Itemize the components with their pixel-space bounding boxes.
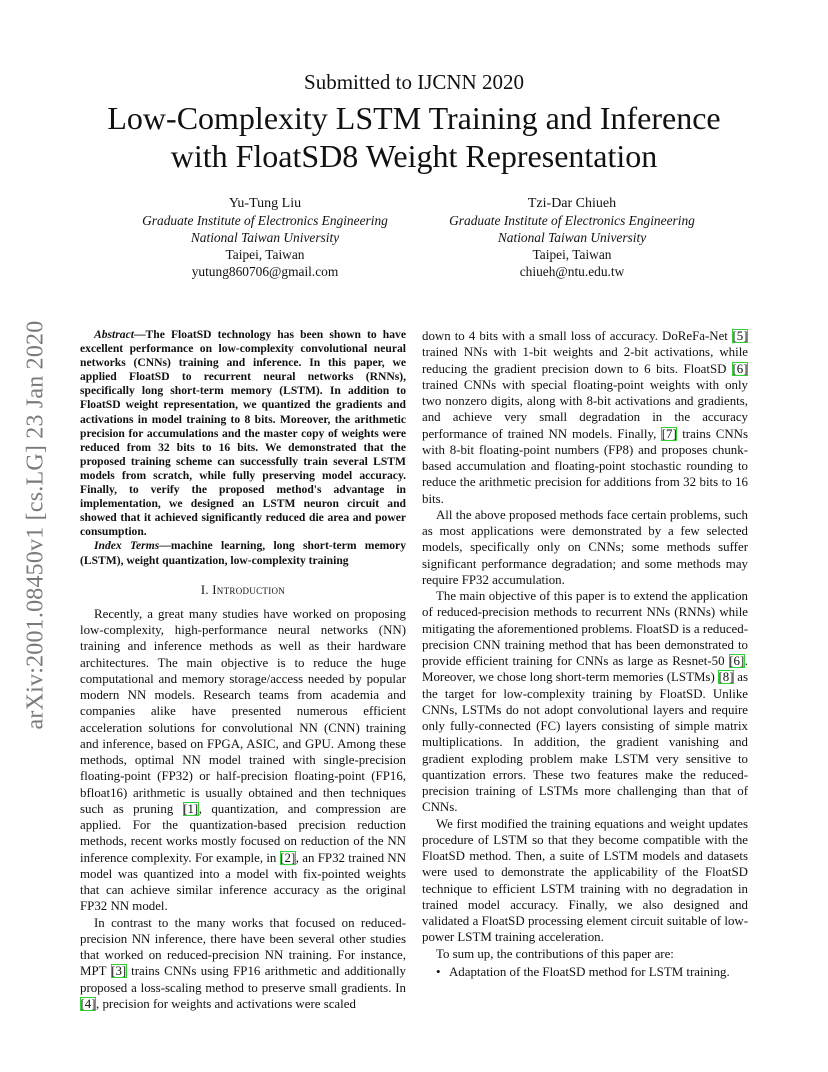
intro-paragraph-2-continued (422, 328, 748, 507)
right-column (422, 328, 748, 980)
paper-title (60, 99, 768, 175)
author-name: Yu-Tung Liu (228, 196, 302, 211)
paper-title-line-2: with FloatSD8 Weight Representation (170, 138, 658, 174)
intro-paragraph-2 (80, 915, 406, 1013)
paragraph-text: In contrast to the many works that focused on reduced-precision NN inference, there have been several other studies that worked on reduced-precision NN training. For instance, MPT (80, 915, 406, 979)
index-terms-label: Index Terms (94, 539, 160, 553)
paragraph-text: , quantization, and compression are applied. For the quantization-based precision reduction methods, recent works mostly focused on reduction of the NN inference complexity. For example, in (80, 801, 407, 865)
abstract (80, 328, 406, 539)
author-block-1 (100, 195, 430, 280)
paragraph-text: trained NNs with 1-bit weights and 2-bit activations, while reducing the gradient precision down to 6 bits. FloatSD (422, 345, 748, 376)
abstract-text: —The FloatSD technology has been shown to have excellent performance on low-complexity convolutional neural networks (CNNs) training and inference. In this paper, we applied FloatSD to recurrent neural networks (RNNs), specifically long short-term memory (LSTM). In addition to FloatSD weight representation, we quantized the gradients and activations in model training to 8 bits. Moreover, the arithmetic precision for accumulations and the master copy of weights were reduced from 32 bits to 16 bits. We demonstrated that the proposed training scheme can successfully train several LSTM models from scratch, while fully preserving model accuracy. Finally, to verify the proposed method's advantage in implementation, we designed an LSTM neuron circuit and showed that it achieved significantly reduced die area and power consumption. (80, 328, 406, 539)
paragraph-text: Recently, a great many studies have worked on proposing low-complexity, high-performance neural networks (NN) training and inference methods as well as their hardware architectures. The main objective is to reduce the huge computational and memory storage/access needed by popular modern NN models. Research teams from academia and companies alike have presented numerous efficient acceleration solutions for convolutional NN (CNN) training and inference, based on FPGA, ASIC, and GPU. Among these methods, optimal NN model trained with single-precision floating-point (FP32) or half-precision floating-point (FP16, bfloat16) arithmetic is usually obtained and then techniques such as pruning (80, 606, 406, 816)
author-block-2 (407, 195, 737, 280)
index-terms-text: —machine learning, long short-term memory (LSTM), weight quantization, low-complexity training (80, 539, 406, 567)
citation-link[interactable]: [2] (280, 850, 296, 865)
citation-link[interactable]: [1] (183, 801, 199, 816)
author-department: Graduate Institute of Electronics Engineering (142, 213, 388, 228)
author-university: National Taiwan University (497, 230, 647, 245)
abstract-label: Abstract (94, 328, 134, 341)
venue-line: Submitted to IJCNN 2020 (304, 70, 524, 94)
intro-paragraph-3: All the above proposed methods face certain problems, such as most applications were demonstrated by a few selected models, specifically only on CNNs; some methods suffer significant performance degradation; and some methods may require FP32 accumulation. (422, 507, 748, 587)
arxiv-identifier-text: arXiv:2001.08450v1 [cs.LG] 23 Jan 2020 (22, 320, 49, 730)
intro-paragraph-4 (422, 588, 748, 816)
section-title: Introduction (212, 582, 286, 597)
paragraph-text: . Moreover, we chose long short-term memories (LSTMs) (422, 654, 748, 685)
author-city: Taipei, Taiwan (532, 247, 612, 262)
citation-link[interactable]: [3] (111, 964, 127, 979)
author-city: Taipei, Taiwan (225, 247, 305, 262)
intro-paragraph-6: To sum up, the contributions of this paper are: (436, 946, 674, 961)
paragraph-text: The main objective of this paper is to extend the application of reduced-precision methods to recurrent NNs (RNNs) while mitigating the aforementioned problems. FloatSD is a reduced-precision CNN training method that has been demonstrated to provide efficient training for CNNs as large as Resnet-50 (422, 589, 748, 668)
bullet-marker: • (436, 964, 441, 979)
arxiv-identifier-stamp (16, 290, 56, 760)
contribution-text: Adaptation of the FloatSD method for LSTM training. (449, 964, 730, 979)
paragraph-text: , precision for weights and activations were scaled (96, 996, 356, 1011)
paper-title-line-1: Low-Complexity LSTM Training and Inference (107, 100, 721, 136)
citation-link[interactable]: [8] (718, 670, 734, 685)
index-terms (80, 539, 406, 567)
intro-paragraph-1 (80, 606, 406, 915)
citation-link[interactable]: [7] (661, 426, 677, 441)
citation-link[interactable]: [4] (80, 996, 96, 1011)
paragraph-text: trains CNNs using FP16 arithmetic and additionally proposed a loss-scaling method to preserve small gradients. In (80, 964, 406, 995)
section-number: I. (200, 582, 213, 597)
left-column (80, 328, 406, 1012)
paragraph-text: as the target for low-complexity training by FloatSD. Unlike CNNs, LSTMs do not adopt convolutional layers and require only fully-connected (FC) layers consisting of simple matrix multiplications. In addition, the gradient vanishing and gradient exploding problem make LSTM very sensitive to quantization errors. These two features make the reduced-precision training of LSTMs more challenging than that of CNNs. (422, 670, 748, 815)
contributions-list (422, 964, 748, 980)
paragraph-text: , an FP32 trained NN model was quantized into a model with fix-pointed weights that can achieve similar inference accuracy as the original FP32 NN model. (80, 850, 406, 914)
citation-link[interactable]: [5] (732, 329, 748, 343)
paragraph-text: down to 4 bits with a small loss of accuracy. DoReFa-Net (422, 329, 732, 343)
author-name: Tzi-Dar Chiueh (527, 196, 617, 211)
citation-link[interactable]: [6] (732, 361, 748, 376)
citation-link[interactable]: [6] (729, 654, 745, 668)
author-email: yutung860706@gmail.com (191, 264, 339, 279)
paragraph-text: trained CNNs with special floating-point weights with only two nonzero digits, along with 8-bit activations and gradients, and achieve very small degradation in the accuracy performance of trained NN models. Finally, (422, 377, 748, 441)
author-email: chiueh@ntu.edu.tw (519, 264, 625, 279)
author-university: National Taiwan University (190, 230, 340, 245)
section-heading-introduction (80, 582, 406, 598)
author-department: Graduate Institute of Electronics Engineering (449, 213, 695, 228)
contribution-item (436, 964, 748, 980)
paragraph-text: trains CNNs with 8-bit floating-point numbers (FP8) and proposes chunk-based accumulation and floating-point stochastic rounding to reduce the arithmetic precision for additions from 32 bits to 16 bits. (422, 426, 748, 506)
intro-paragraph-5: We first modified the training equations and weight updates procedure of LSTM so that they become compatible with the FloatSD method. Then, a suite of LSTM models and datasets were used to demonstrate the applicability of the FloatSD technique to efficient LSTM training with no degradation in trained model accuracy. Finally, we also designed and validated a FloatSD processing element circuit suitable of low-power LSTM training acceleration. (422, 816, 748, 945)
